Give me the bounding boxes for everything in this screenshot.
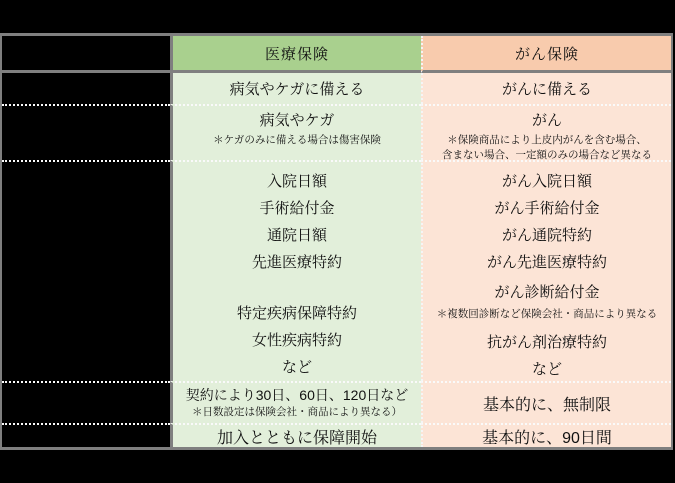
row2-cancer-note-line1: ＊保険商品により上皮内がんを含む場合、 [447,134,647,146]
row2-medical-main: 病気やケガ [259,112,335,129]
medical-benefit-line: 入院日額 [266,173,327,190]
cancer-benefit-line: がん通院特約 [501,227,592,244]
cancer-benefit-line: など [531,361,562,378]
cancer-benefit-line: 抗がん剤治療特約 [486,334,607,351]
row2-medical-cell [170,104,421,160]
row4-medical-main: 契約により30日、60日、120日など [185,387,409,403]
medical-benefit-line: など [281,359,312,376]
row5-medical-cell: 加入とともに保障開始 [170,423,421,447]
medical-benefit-line: 先進医療特約 [251,254,342,271]
row2-cancer-note-line2: 含まない場合、一定額のみの場合など異なる [442,149,652,160]
row2-header-cell [2,104,170,160]
row5-cancer-cell: 基本的に、90日間 [421,423,671,447]
row4-medical-note: ＊日数設定は保険会社・商品により異なる） [192,406,402,418]
cancer-insurance-header-label: がん保険 [514,45,579,63]
row4-header-cell [2,381,170,423]
cancer-benefit-line: がん入院日額 [501,173,592,190]
cancer-benefit-line: がん先進医療特約 [486,254,607,271]
row2-cancer-cell [421,104,671,160]
row2-medical-note: ＊ケガのみに備える場合は傷害保険 [213,134,381,146]
cancer-benefit-line: がん診断給付金 [494,284,600,301]
medical-benefit-line: 特定疾病保障特約 [236,305,357,322]
cancer-benefit-note: ＊複数回診断など保険会社・商品により異なる [436,308,658,320]
row5-header-cell [2,423,170,447]
row4-medical-cell [170,381,421,423]
row1-medical-cell: 病気やケガに備える [170,73,421,104]
row1-cancer-cell: がんに備える [421,73,671,104]
row-header-column-header-cell [2,36,170,73]
row3-medical-cell [170,160,421,381]
medical-benefit-line: 女性疾病特約 [251,332,342,349]
row2-cancer-main: がん [531,112,562,129]
cancer-benefit-line: がん手術給付金 [494,200,600,217]
medical-insurance-header-cell [170,36,421,73]
medical-benefit-line: 手術給付金 [259,200,335,217]
row4-cancer-cell: 基本的に、無制限 [421,381,671,423]
row3-cancer-cell [421,160,671,381]
row1-header-cell [2,73,170,104]
row3-header-cell [2,160,170,381]
medical-benefit-line: 通院日額 [266,227,327,244]
cancer-insurance-header-cell [421,36,671,73]
insurance-comparison-table [0,33,673,450]
medical-insurance-header-label: 医療保険 [264,45,329,63]
